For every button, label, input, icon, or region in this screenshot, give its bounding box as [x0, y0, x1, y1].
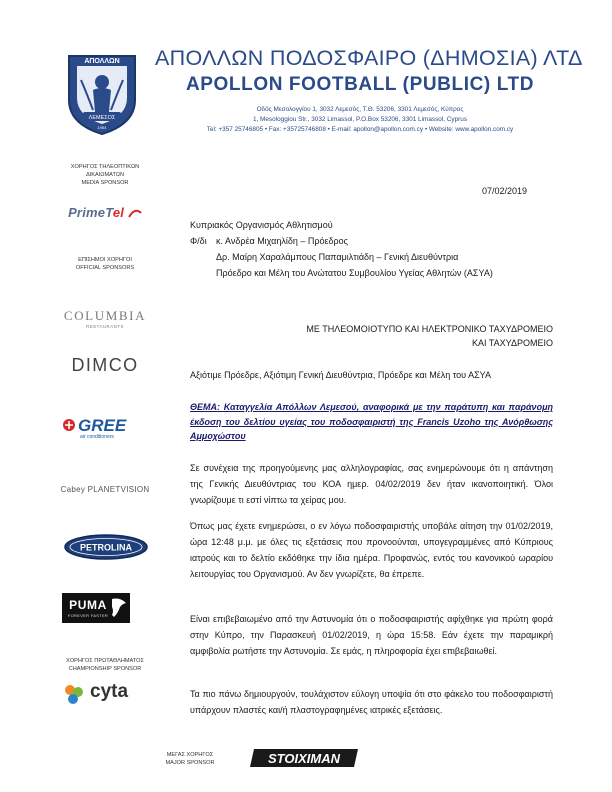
salutation: Αξιότιμε Πρόεδρε, Αξιότιμη Γενική Διευθύντρια, Πρόεδρε και Μέλη του ΑΣΥΑ: [190, 370, 491, 380]
puma-logo: PUMA: [69, 598, 107, 612]
cyta-logo: cyta: [90, 681, 129, 702]
body-paragraph: Σε συνέχεια της προηγούμενης μας αλληλογραφίας, σας ενημερώνουμε ότι η απάντηση της Γενικής Διευθύντριας του ΚΟΑ ημερ. 04/02/2019 δεν ήταν ικανοποιητική. Όλοι γνωρίζουμε τι εστί νίπτω τα χείρας μου.: [190, 463, 553, 505]
columbia-logo-sub: RESTAURANTS: [86, 324, 124, 329]
crest-top-text: ΑΠΟΛΛΩΝ: [84, 58, 120, 65]
addressee-council: Πρόεδρο και Μέλη του Ανώτατου Συμβουλίου Υγείας Αθλητών (ΑΣΥΑ): [216, 268, 493, 278]
body-paragraph: Είναι επιβεβαιωμένο από την Αστυνομία ότι ο ποδοσφαιριστής αφίχθηκε για πρώτη φορά στην Κύπρο, την Παρασκευή 01/02/2019, η ώρα 15:58. Εάν έχετε την παραμικρή αμφιβολία ρωτήστε την Αστυνομία. Σε εμάς, η πληροφορία έχει επιβεβαιωθεί.: [190, 614, 553, 656]
gree-logo: GREE: [78, 416, 127, 435]
gree-logo-sub: air conditioners: [80, 434, 114, 440]
attention-label: Φ/δι: [190, 236, 207, 246]
primetel-swoosh-icon: [128, 209, 142, 219]
championship-sponsor-label-gr: ΧΟΡΗΓΟΣ ΠΡΩΤΑΘΛΗΜΑΤΟΣ: [66, 658, 144, 664]
media-sponsor-label: [30, 164, 180, 187]
primetel-logo: [55, 205, 155, 220]
club-crest-logo: [63, 50, 141, 136]
org-name-greek: ΑΠΟΛΛΩΝ ΠΟΔΟΣΦΑΙΡΟ (ΔΗΜΟΣΙΑ) ΛΤΔ: [155, 46, 583, 70]
addressee-director: Δρ. Μαίρη Χαραλάμπους Παπαμιλτιάδη – Γενική Διευθύντρια: [216, 252, 459, 262]
major-sponsor-label: [140, 752, 240, 768]
official-sponsors-label-en: OFFICIAL SPONSORS: [75, 264, 135, 271]
cabey-planetvision-logo: Cabey PLANETVISION: [60, 485, 150, 494]
stoiximan-logo-text: STOIXIMAN: [268, 751, 340, 766]
body-paragraph: Τα πιο πάνω δημιουργούν, τουλάχιστον εύλογη υποψία ότι στο φάκελο του ποδοσφαιριστή υπάρχουν πλαστές και/ή πλαστογραφημένες ιατρικές εξετάσεις.: [190, 689, 553, 715]
dimco-logo: DIMCO: [71, 355, 139, 375]
transmission-method-line-2: ΚΑΙ ΤΑΧΥΔΡΟΜΕΙΟ: [471, 338, 553, 348]
crest-bottom-text: ΛΕΜΕΣΟΣ: [88, 115, 116, 121]
address-greek: Οδός Μεσολογγίου 1, 3032 Λεμεσός, Τ.Θ. 53206, 3301 Λεμεσός, Κύπρος: [256, 106, 464, 113]
primetel-logo-prime: PrimeT: [68, 205, 113, 220]
major-sponsor-label-en: MAJOR SPONSOR: [165, 759, 215, 766]
media-sponsor-label-gr-2: ΔΙΚΑΙΩΜΑΤΩΝ: [85, 171, 124, 178]
media-sponsor-label-en: MEDIA SPONSOR: [81, 179, 129, 186]
subject-line: ΘΕΜΑ: Καταγγελία Απόλλων Λεμεσού, αναφορικά με την παράτυπη και παράνομη έκδοση του δελτίου υγείας του ποδοσφαιριστή της Francis Uzoho της Ανόρθωσης Αμμοχώστου: [190, 402, 553, 441]
primetel-logo-tel: el: [112, 205, 125, 220]
puma-logo-sub: FOREVER FASTER: [67, 613, 109, 618]
crest-year: 1954: [97, 125, 107, 130]
letter-date: 07/02/2019: [482, 186, 528, 196]
address-english: 1, Mesologgiou Str., 3032 Limassol, P.O.Box 53206, 3301 Limassol, Cyprus: [252, 116, 468, 123]
championship-sponsor-label: [30, 658, 180, 674]
addressee-organization: Κυπριακός Οργανισμός Αθλητισμού: [190, 220, 333, 230]
petrolina-logo-text: PETROLINA: [79, 542, 133, 553]
media-sponsor-label-gr-1: ΧΟΡΗΓΟΣ ΤΗΛΕΟΠΤΙΚΩΝ: [70, 164, 140, 170]
championship-sponsor-label-en: CHAMPIONSHIP SPONSOR: [68, 665, 142, 672]
transmission-method-line-1: ΜΕ ΤΗΛΕΟΜΟΙΟΤΥΠΟ ΚΑΙ ΗΛΕΚΤΡΟΝΙΚΟ ΤΑΧΥΔΡΟΜΕΙΟ: [306, 324, 553, 334]
org-name-english: APOLLON FOOTBALL (PUBLIC) LTD: [185, 74, 535, 95]
addressee-president-name: κ. Ανδρέα Μιχαηλίδη – Πρόεδρος: [216, 236, 349, 246]
cyta-icon: [62, 684, 86, 706]
official-sponsors-label-gr: ΕΠΙΣΗΜΟΙ ΧΟΡΗΓΟΙ: [78, 257, 132, 263]
body-paragraph: Όπως μας έχετε ενημερώσει, ο εν λόγω ποδοσφαιριστής υποβάλε αίτηση την 01/02/2019, ώρα 12:48 μ.μ. με όλες τις εξετάσεις που προνοούνται, υπογεγραμμένες από Κύπριους ιατρούς και το δελτίο εκδόθηκε την ίδια ημέρα. Προφανώς, εντός του κανονικού ωραρίου λειτουργίας του Οργανισμού. Αν δεν γνωρίζετε, θα έπρεπε.: [190, 521, 553, 579]
addressee-president: [190, 236, 348, 246]
major-sponsor-label-gr: ΜΕΓΑΣ ΧΟΡΗΓΟΣ: [166, 752, 214, 758]
petrolina-logo: [62, 533, 150, 561]
official-sponsors-label: [30, 257, 180, 273]
columbia-logo: COLUMBIA: [63, 308, 147, 323]
stoiximan-logo: [250, 745, 362, 771]
contact-line: Tel: +357 25746805 • Fax: +35725746808 • E-mail: apollon@apollon.com.cy • Website: www.apollon.com.cy: [206, 126, 514, 133]
